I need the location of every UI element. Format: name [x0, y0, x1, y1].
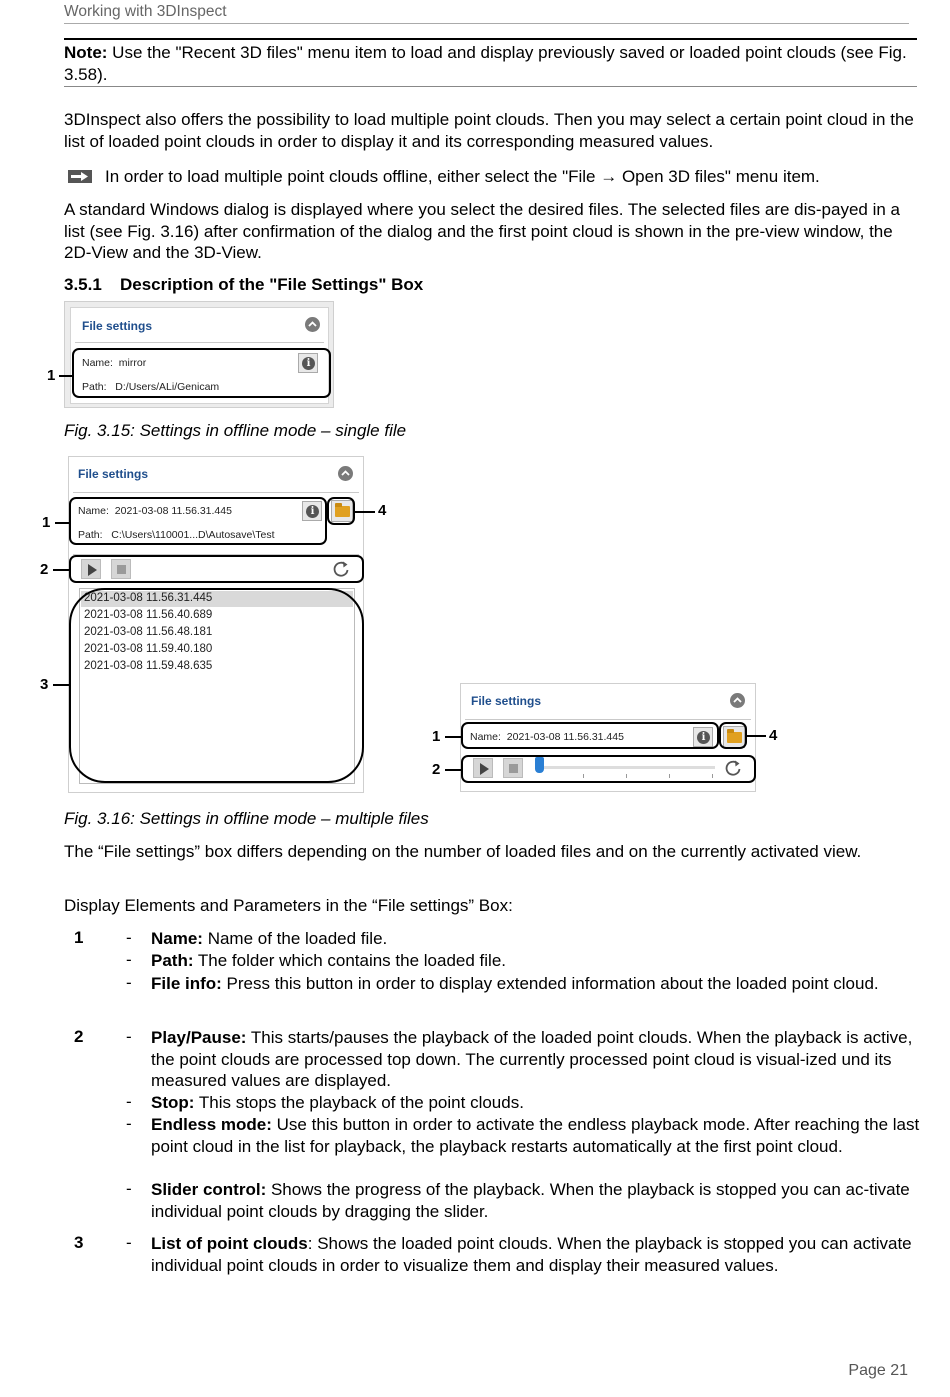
fig1-panel-title: File settings	[82, 319, 153, 333]
desc-term: Stop:	[151, 1093, 195, 1112]
fig1-highlight-1	[72, 348, 331, 398]
desc-term: Name:	[151, 929, 203, 948]
fig3-leader-1	[445, 736, 461, 738]
fig1-divider	[75, 342, 324, 343]
note-box	[64, 42, 914, 85]
desc-number: 3	[74, 1233, 84, 1252]
name-label: Name:	[78, 505, 109, 517]
desc-text: This starts/pauses the playback of the loaded point clouds. When the playback is active, the point clouds are processed top down. The currently processed point cloud is visual-ized und its measured values are displayed.	[151, 1028, 913, 1090]
desc-term: Path:	[151, 951, 194, 970]
desc-term: File info:	[151, 974, 222, 993]
collapse-icon[interactable]	[305, 317, 320, 332]
path-value: D:/Users/ALi/Genicam	[115, 381, 220, 393]
desc-text: This stops the playback of the point clouds.	[194, 1093, 524, 1112]
section-heading	[64, 275, 423, 295]
running-header: Working with 3DInspect	[64, 3, 227, 20]
desc-text: : Shows the loaded point clouds. When the playback is stopped you can activate individual point clouds in order to visualize them and display their measured values.	[151, 1234, 912, 1275]
list-item[interactable]: 2021-03-08 11.56.48.181	[84, 626, 213, 638]
list-item[interactable]: 2021-03-08 11.56.31.445	[84, 592, 213, 604]
desc-item	[151, 928, 921, 950]
collapse-icon[interactable]	[338, 466, 353, 481]
name-label: Name:	[470, 731, 501, 743]
collapse-icon[interactable]	[730, 693, 745, 708]
fig3-callout-1: 1	[432, 728, 441, 745]
name-value: 2021-03-08 11.56.31.445	[506, 731, 624, 743]
info-icon: i	[306, 505, 319, 518]
fig3-callout-2: 2	[432, 761, 441, 778]
desc-text: Shows the progress of the playback. When the playback is stopped you can ac-tivate individual point clouds by dragging the slider.	[151, 1180, 910, 1221]
fig3-highlight-2	[461, 755, 756, 783]
section-title: Description of the "File Settings" Box	[120, 275, 424, 294]
desc-item	[151, 973, 921, 995]
desc-term: List of point clouds	[151, 1234, 308, 1253]
desc-dash: -	[126, 1179, 132, 1198]
desc-dash: -	[126, 973, 132, 992]
path-label: Path:	[82, 381, 107, 393]
fig2-callout-4: 4	[378, 502, 387, 519]
fig1-caption: Fig. 3.15: Settings in offline mode – single file	[64, 421, 407, 440]
desc-text: Use this button in order to activate the endless playback mode. After reaching the last point cloud in the list for playback, the playback restarts automatically at the first point cloud.	[151, 1115, 920, 1156]
fig3-highlight-4	[719, 722, 747, 749]
fig3-highlight-1	[461, 722, 719, 749]
info-icon: i	[697, 731, 710, 744]
fig2-leader-4	[355, 511, 375, 513]
desc-item	[151, 1233, 921, 1276]
desc-dash: -	[126, 1092, 132, 1111]
desc-number: 2	[74, 1027, 84, 1046]
paragraph-box-differs: The “File settings” box differs depending on the number of loaded files and on the currently activated view.	[64, 842, 862, 861]
path-label: Path:	[78, 529, 103, 541]
info-icon: i	[302, 357, 315, 370]
fig2-callout-3: 3	[40, 676, 49, 693]
instruction-arrow-icon	[68, 170, 92, 183]
list-item[interactable]: 2021-03-08 11.56.40.689	[84, 609, 213, 621]
instruction-text: In order to load multiple point clouds offline, either select the "File → Open 3D files" menu item.	[105, 167, 820, 186]
fig2-leader-1	[55, 522, 69, 524]
desc-term: Play/Pause:	[151, 1028, 247, 1047]
path-value: C:\Users\110001...D\Autosave\Test	[111, 529, 275, 541]
desc-dash: -	[126, 1114, 132, 1133]
desc-text: Name of the loaded file.	[202, 929, 388, 948]
fig2-leader-3	[53, 684, 69, 686]
desc-text: The folder which contains the loaded file.	[193, 951, 506, 970]
fig2-callout-1: 1	[42, 514, 51, 531]
note-rule-bottom	[64, 86, 917, 87]
list-item[interactable]: 2021-03-08 11.59.48.635	[84, 660, 213, 672]
fig2-divider	[73, 492, 359, 493]
fig2-highlight-2	[69, 555, 364, 583]
paragraph-display-elements: Display Elements and Parameters in the “File settings” Box:	[64, 896, 513, 915]
header-rule	[64, 23, 909, 24]
desc-item	[151, 1027, 921, 1092]
list-item[interactable]: 2021-03-08 11.59.40.180	[84, 643, 213, 655]
fig2-callout-2: 2	[40, 561, 49, 578]
fig2-caption: Fig. 3.16: Settings in offline mode – multiple files	[64, 809, 429, 828]
note-text: Use the "Recent 3D files" menu item to load and display previously saved or loaded point clouds (see Fig. 3.58).	[64, 43, 907, 84]
desc-text: Press this button in order to display extended information about the loaded point cloud.	[221, 974, 879, 993]
desc-dash: -	[126, 1233, 132, 1252]
desc-dash: -	[126, 928, 132, 947]
fig3-panel-title: File settings	[471, 694, 542, 708]
desc-number: 1	[74, 928, 84, 947]
fig3-leader-2	[445, 769, 461, 771]
note-label: Note:	[64, 43, 108, 62]
fig2-leader-2	[53, 569, 69, 571]
fig3-leader-4	[747, 735, 766, 737]
desc-dash: -	[126, 950, 132, 969]
paragraph-dialog: A standard Windows dialog is displayed where you select the desired files. The selected files are dis-payed in a list (see Fig. 3.16) after confirmation of the dialog and the first point cloud is shown in the pre-view window, the 2D-View and the 3D-View.	[64, 200, 900, 262]
fig2-highlight-4	[327, 497, 355, 525]
fig1-leader-1	[59, 375, 72, 377]
section-number: 3.5.1	[64, 275, 102, 294]
fig2-highlight-3	[69, 588, 364, 783]
note-rule-top	[64, 38, 917, 40]
fig3-divider	[465, 719, 751, 720]
desc-item	[151, 1114, 921, 1157]
name-value: mirror	[118, 357, 147, 369]
name-label: Name:	[82, 357, 113, 369]
desc-term: Endless mode:	[151, 1115, 272, 1134]
desc-item	[151, 1092, 921, 1114]
paragraph-multiple-clouds: 3DInspect also offers the possibility to load multiple point clouds. Then you may select a certain point cloud in the list of loaded point clouds in order to display it and its corresponding measured values.	[64, 110, 914, 151]
name-value: 2021-03-08 11.56.31.445	[114, 505, 232, 517]
fig1-callout-1: 1	[47, 367, 56, 384]
page-number: Page 21	[848, 1362, 908, 1379]
fig2-panel-title: File settings	[78, 467, 149, 481]
fig2-highlight-1	[69, 497, 327, 545]
fig3-callout-4: 4	[769, 727, 778, 744]
desc-dash: -	[126, 1027, 132, 1046]
desc-item	[151, 1179, 921, 1222]
desc-term: Slider control:	[151, 1180, 267, 1199]
desc-item	[151, 950, 921, 972]
